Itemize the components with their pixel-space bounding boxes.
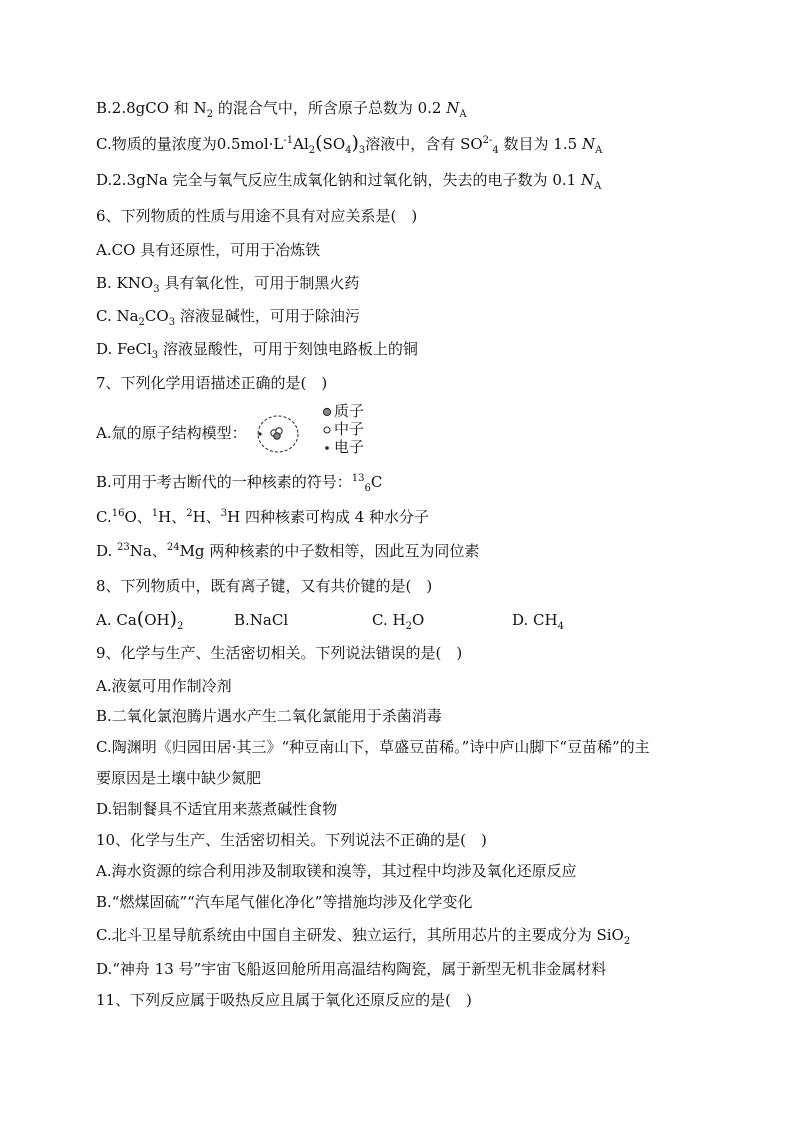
option-8c: C. $H_2O$ — [372, 611, 425, 632]
tritium-atom-model-icon — [256, 414, 300, 454]
option-8b: B.NaCl — [234, 611, 289, 629]
option-8d: D. $CH_4$ — [512, 611, 564, 632]
proton-icon — [322, 407, 332, 417]
options-8 — [96, 609, 564, 631]
option-6c: C. $Na_2CO_3$ 溶液显碱性，可用于除油污 — [96, 307, 360, 328]
option-6a: A.CO 具有还原性，可用于冶炼铁 — [96, 241, 321, 259]
electron-icon — [322, 443, 332, 453]
question-10: 10、化学与生产、生活密切相关。下列说法不正确的是( ) — [96, 831, 487, 849]
option-5c: C.物质的量浓度为$0.5mol\cdot L^{-1}Al_2(SO_4)_3$溶液中，含有 $SO^{2-}_4$ 数目为 1.5 $N_A$ — [96, 132, 603, 156]
option-9a: A.液氨可用作制冷剂 — [96, 677, 232, 695]
legend-proton: 质子 — [322, 402, 364, 420]
option-9b: B.二氧化氯泡腾片遇水产生二氧化氯能用于杀菌消毒 — [96, 707, 442, 725]
question-6: 6、下列物质的性质与用途不具有对应关系是( ) — [96, 207, 418, 225]
legend-electron: 电子 — [322, 438, 364, 456]
option-7c: C.$^{16}$O、$^1$H、$^2$H、$^3$H 四种核素可构成 4 种水分子 — [96, 508, 430, 526]
atom-legend — [322, 402, 364, 456]
option-5d: D.2.3gNa 完全与氧气反应生成氧化钠和过氧化钠，失去的电子数为 0.1 $N_A$ — [96, 171, 602, 192]
question-8: 8、下列物质中，既有离子键，又有共价键的是( ) — [96, 577, 433, 595]
option-9d: D.铝制餐具不适宜用来蒸煮碱性食物 — [96, 800, 338, 818]
option-6b: B. $KNO_3$ 具有氧化性，可用于制黑火药 — [96, 274, 360, 295]
option-7d: D. $^{23}$Na、$^{24}$Mg 两种核素的中子数相等，因此互为同位素 — [96, 542, 480, 560]
legend-neutron: 中子 — [322, 420, 364, 438]
question-7: 7、下列化学用语描述正确的是( ) — [96, 374, 328, 392]
option-9c-line1: C.陶渊明《归园田居·其三》“种豆南山下，草盛豆苗稀。”诗中庐山脚下“豆苗稀”的主 — [96, 738, 650, 756]
option-10c: C.北斗卫星导航系统由中国自主研发、独立运行，其所用芯片的主要成分为 SiO$_2$ — [96, 926, 631, 947]
option-10a: A.海水资源的综合利用涉及制取镁和溴等，其过程中均涉及氧化还原反应 — [96, 862, 577, 880]
option-10b: B.“燃煤固硫”“汽车尾气催化净化”等措施均涉及化学变化 — [96, 893, 473, 911]
question-9: 9、化学与生产、生活密切相关。下列说法错误的是( ) — [96, 644, 463, 662]
neutron-icon — [322, 425, 332, 435]
option-6d: D. FeCl$_3$ 溶液显酸性，可用于刻蚀电路板上的铜 — [96, 340, 418, 361]
option-7a: A.氚的原子结构模型： — [96, 424, 247, 442]
option-5b: B.2.8gCO 和 $N_2$ 的混合气中，所含原子总数为 0.2 $N_A$ — [96, 99, 467, 120]
option-10d: D.“神舟 13 号”宇宙飞船返回舱所用高温结构陶瓷，属于新型无机非金属材料 — [96, 960, 607, 978]
option-8a: A. $Ca(OH)_2$ — [96, 608, 184, 632]
option-7b: B.可用于考古断代的一种核素的符号：$^{13}_6$C — [96, 473, 383, 494]
option-9c-line2: 要原因是土壤中缺少氮肥 — [96, 769, 262, 787]
question-11: 11、下列反应属于吸热反应且属于氧化还原反应的是( ) — [96, 991, 472, 1009]
